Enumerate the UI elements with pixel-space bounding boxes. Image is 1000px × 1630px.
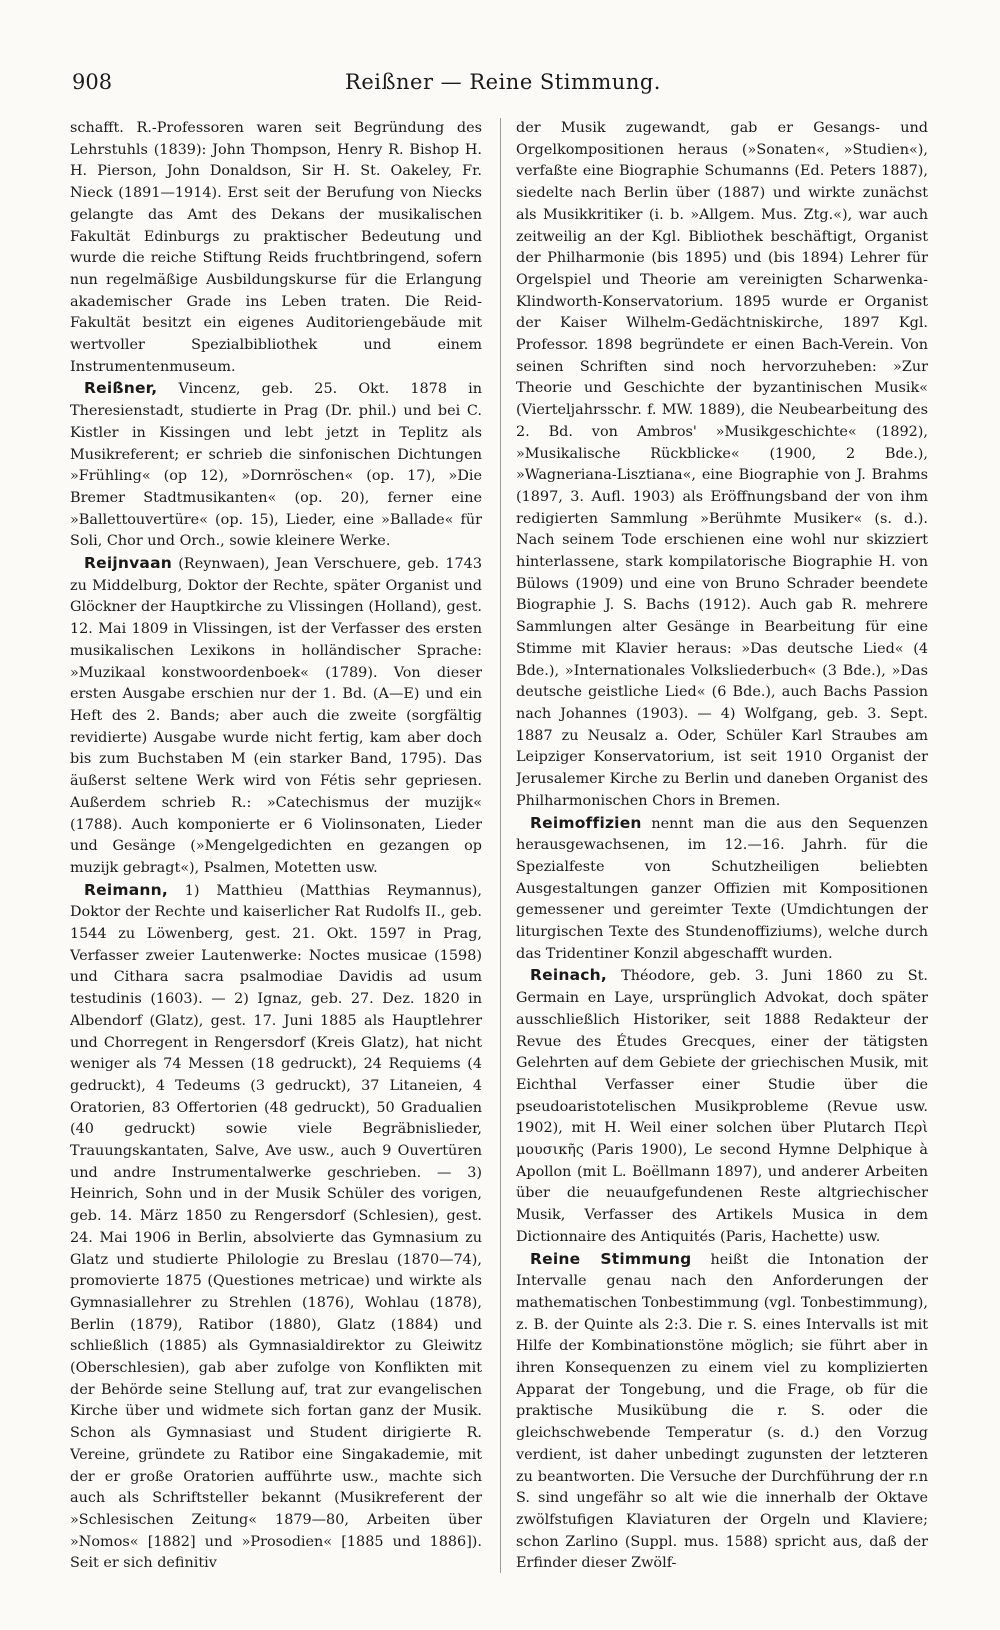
running-head: Reißner — Reine Stimmung. <box>345 70 661 94</box>
entry-text: 1) Matthieu (Matthias Reymannus), Doktor der Rechte und kaiserlicher Rat Rudolfs II., geb. 1544 zu Löwenberg, gest. 21. Okt. 1597 in Prag, Verfasser zweier Lautenwerke: Noctes musicae (1598) und Cithara sacra psalmodiae Davidis ad usum testudinis (1603). — 2) Ignaz, geb. 27. Dez. 1820 in Albendorf (Glatz), gest. 17. Juni 1885 als Hauptlehrer und Chorregent in Rengersdorf (Kreis Glatz), hat nicht weniger als 74 Messen (18 gedruckt), 24 Requiems (4 gedruckt), 4 Tedeums (3 gedruckt), 37 Litaneien, 4 Oratorien, 83 Offertorien (48 gedruckt), 50 Gradualien (40 gedruckt) sowie viele Begräbnislieder, Trauungskantaten, Salve, Ave usw., auch 9 Ouvertüren und andre Instrumentalwerke geschrieben. — 3) Heinrich, Sohn und in der Musik Schüler des vorigen, geb. 14. März 1850 zu Rengersdorf (Schlesien), gest. 24. Mai 1906 in Berlin, absolvierte das Gymnasium zu Glatz und studierte Philologie zu Breslau (1870—74), promovierte 1875 (Questiones metricae) und wirkte als Gymnasiallehrer zu Strehlen (1876), Wohlau (1878), Berlin (1879), Ratibor (1880), Glatz (1884) und schließlich (1885) als Gymnasialdirektor zu Gleiwitz (Oberschlesien), gab aber zufolge von Konflikten mit der Behörde seine Stellung auf, trat zur evangelischen Kirche über und widmete sich fortan ganz der Musik. Schon als Gymnasiast und Student dirigierte R. Vereine, gründete zu Ratibor eine Singakademie, mit der er große Oratorien aufführte usw., machte sich auch als Schriftsteller bekannt (Musikreferent der »Schlesischen Zeitung« 1879—80, Arbeiten über »Nomos« [1882] und »Prosodien« [1885 und 1886]). Seit er sich definitiv <box>70 882 482 1572</box>
page-header <box>68 70 938 104</box>
entry-text: nennt man die aus den Sequenzen herausgewachsenen, im 12.—16. Jahrh. für die Spezialfeste von Schutzheiligen beliebten Ausgestaltungen ganzer Offizien mit Kompositionen gemessener und gereimter Texte (Umdichtungen der liturgischen Texte des Stundenoffiziums), welche durch das Tridentiner Konzil abgeschafft wurden. <box>516 815 928 962</box>
entry-headword: Reinach, <box>530 966 607 985</box>
entry-headword: Reimann, <box>84 880 168 899</box>
entry-reimann <box>70 880 482 1576</box>
entry-text: Théodore, geb. 3. Juni 1860 zu St. Germain en Laye, ursprünglich Advokat, doch später ausschließlich Historiker, seit 1888 Redakteur der Revue des Études Grecques, einer der tätigsten Gelehrten auf dem Gebiete der griechischen Musik, mit Eichthal Verfasser einer Studie über die pseudoaristotelischen Musikprobleme (Revue usw. 1902), mit H. Weil einer solchen über Plutarch Περὶ μουσικῆς (Paris 1900), Le second Hymne Delphique à Apollon (mit L. Boëllmann 1897), und anderer Arbeiten über die neuaufgefundenen Reste altgriechischer Musik, Verfasser des Artikels Musica in dem Dictionnaire des Antiquités (Paris, Hachette) usw. <box>516 968 928 1245</box>
entry-reinach <box>516 965 928 1248</box>
entry-text: heißt die Intonation der Intervalle genau nach den Anforderungen der mathematischen Tonbestimmung (vgl. Tonbestimmung), z. B. der Quinte als 2:3. Die r. S. eines Intervalls ist mit Hilfe der Kombinationstöne möglich; sie führt aber in ihren Konsequenzen zu einem viel zu komplizierten Apparat der Tongebung, und die Frage, ob für die praktische Musikübung die r. S. oder die gleichschwebende Temperatur (s. d.) den Vorzug verdient, ist daher unbedingt zugunsten der letzteren zu beantworten. Die Versuche der Durchführung der r.n S. sind ungefähr so alt wie die innerhalb der Oktave zwölfstufigen Klaviaturen der Orgeln und Klaviere; schon Zarlino (Suppl. mus. 1588) spricht aus, daß der Erfinder dieser Zwölf- <box>516 1251 928 1572</box>
entry-headword: Reijnvaan <box>84 554 172 573</box>
entry-headword: Reine Stimmung <box>530 1249 692 1268</box>
entry-reine-stimmung <box>516 1249 928 1576</box>
entry-headword: Reimoffizien <box>530 813 642 832</box>
entry-reijnvaan <box>70 553 482 880</box>
entry-headword: Reißner, <box>84 379 158 398</box>
continued-entry-text: schafft. R.-Professoren waren seit Begründung des Lehrstuhls (1839): John Thompson, Henry R. Bishop H. H. Pierson, John Donaldson, Sir H. St. Oakeley, Fr. Nieck (1891—1914). Erst seit der Berufung von Niecks gelangte das Amt des Dekans der musikalischen Fakultät Edinburgs zu praktischer Bedeutung und wurde die reiche Stiftung Reids fruchtbringend, sofern nun regelmäßige Ausbildungskurse für die Erlangung akademischer Grade ins Leben traten. Die Reid-Fakultät besitzt ein eigenes Auditoriengebäude mit wertvoller Spezialbibliothek und einem Instrumentenmuseum. <box>70 120 482 375</box>
left-column <box>70 118 482 1588</box>
entry-reissner <box>70 378 482 553</box>
entry-text: Vincenz, geb. 25. Okt. 1878 in Theresienstadt, studierte in Prag (Dr. phil.) und bei C. Kistler in Kissingen und lebt jetzt in Teplitz als Musikreferent; er schrieb die sinfonischen Dichtungen »Frühling« (op 12), »Dornröschen« (op. 17), »Die Bremer Stadtmusikanten« (op. 20), ferner eine »Ballettouvertüre« (op. 15), Lieder, eine »Ballade« für Soli, Chor und Orch., sowie kleinere Werke. <box>70 381 482 550</box>
entry-text: (Reynwaen), Jean Verschuere, geb. 1743 zu Middelburg, Doktor der Rechte, später Organist und Glöckner der Hauptkirche zu Vlissingen (Holland), gest. 12. Mai 1809 in Vlissingen, ist der Verfasser des ersten musikalischen Lexikons in holländischer Sprache: »Muzikaal konstwoordenboek« (1789). Von dieser ersten Ausgabe erschien nur der 1. Bd. (A—E) und ein Heft des 2. Bands; aber auch die zweite (sorgfältig revidierte) Ausgabe wurde nicht fertig, kam aber doch bis zum Buchstaben M (ein starker Band, 1795). Das äußerst seltene Werk wird von Fétis sehr gepriesen. Außerdem schrieb R.: »Catechismus der muzijk« (1788). Auch komponierte er 6 Violinsonaten, Lieder und Gesänge (»Mengelgedichten en gezangen op muzijk gebragt«), Psalmen, Motetten usw. <box>70 556 482 876</box>
column-divider <box>500 118 501 1573</box>
entry-reimoffizien <box>516 813 928 966</box>
page-number: 908 <box>72 70 113 94</box>
right-column <box>516 118 928 1588</box>
continued-entry-text: der Musik zugewandt, gab er Gesangs- und Orgelkompositionen heraus (»Sonaten«, »Studien«), verfaßte eine Biographie Schumanns (Ed. Peters 1887), siedelte nach Berlin über (1887) und wirkte zunächst als Musikkritiker (i. b. »Allgem. Mus. Ztg.«), war auch zeitweilig an der Kgl. Bibliothek beschäftigt, Organist der Philharmonie (bis 1895) und (bis 1894) Lehrer für Orgelspiel und Theorie am vereinigten Scharwenka-Klindworth-Konservatorium. 1895 wurde er Organist der Kaiser Wilhelm-Gedächtniskirche, 1897 Kgl. Professor. 1898 begründete er einen Bach-Verein. Von seinen Schriften sind noch hervorzuheben: »Zur Theorie und Geschichte der byzantinischen Musik« (Vierteljahrsschr. f. MW. 1889), die Neubearbeitung des 2. Bd. von Ambros' »Musikgeschichte« (1892), »Musikalische Rückblicke« (1900, 2 Bde.), »Wagneriana-Lisztiana«, eine Biographie von J. Brahms (1897, 3. Aufl. 1903) als Eröffnungsband der von ihm redigierten Sammlung »Berühmte Musiker« (s. d.). Nach seinem Tode erschienen eine wohl nur skizziert hinterlassene, stark kompilatorische Biographie H. von Bülows (1909) und eine von Bruno Schrader beendete Biographie J. S. Bachs (1912). Auch gab R. mehrere Sammlungen alter Gesänge in Bearbeitung für eine Stimme mit Klavier heraus: »Das deutsche Lied« (4 Bde.), »Internationales Volksliederbuch« (3 Bde.), »Das deutsche geistliche Lied« (6 Bde.), auch Bachs Passion nach Johannes (1903). — 4) Wolfgang, geb. 3. Sept. 1887 zu Neusalz a. Oder, Schüler Karl Straubes am Leipziger Konservatorium, ist seit 1910 Organist der Jerusalemer Kirche zu Berlin und daneben Organist des Philharmonischen Chors in Bremen. <box>516 120 928 809</box>
